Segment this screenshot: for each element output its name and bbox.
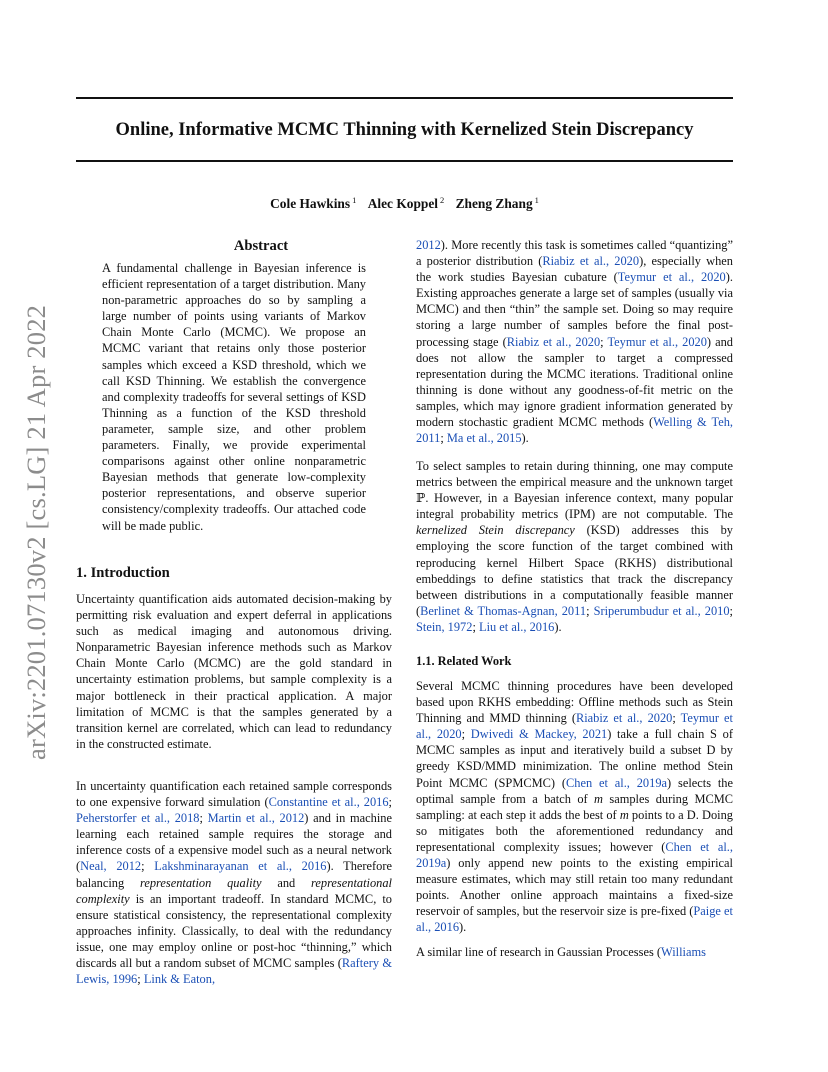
- author: [368, 196, 445, 211]
- citation-link[interactable]: Chen et al., 2019a: [565, 775, 668, 790]
- citation-link[interactable]: Neal, 2012: [80, 859, 142, 874]
- emphasis: representation quality: [139, 875, 262, 890]
- related-work-paragraph-2: A similar line of research in Gaussian Processes (Williams: [416, 945, 706, 959]
- author-list: [76, 191, 733, 213]
- citation-link[interactable]: Paige et al., 2016: [416, 904, 733, 935]
- intro-paragraph-2: In uncertainty quantification each retained sample corresponds to one expensive forward simulation (Constantine et al., 2016; Peherstorfer et al., 2018; Martin et al., 2012) and in machine learning each retained sample requires the storage and inference costs of a expensive model such as a neural network (Neal, 2012; Lakshminarayanan et al., 2016). Therefore balancing representation quality and representational complexity is an important tradeoff. In standard MCMC, to ensure statistical consistency, the representational complexity approaches infinity. Classically, to deal with the redundancy issue, one may employ online or post-hoc “thinning,” which discards all but a random subset of MCMC samples (Raftery & Lewis, 1996; Link & Eaton,: [76, 779, 393, 987]
- citation-link[interactable]: Stein, 1972: [416, 619, 473, 634]
- related-work-paragraph-1: Several MCMC thinning procedures have been developed based upon RKHS embedding: Offline methods such as Stein Thinning and MMD thinning (Riabiz et al., 2020; Teymur et al., 2020; Dwivedi & Mackey, 2021) take a full chain S of MCMC samples as input and iteratively build a subset D by greedy KSD/MMD minimization. The online method Stein Point MCMC (SPMCMC) (Chen et al., 2019a) selects the optimal sample from a batch of m samples during MCMC sampling: at each step it adds the best of m points to a D. Doing so mitigates both the aforementioned redundancy and representational complexity issues; however (Chen et al., 2019a) only append new points to the existing empirical measure estimates, which may still retain too many redundant points. Another online approach maintains a fixed-size reservoir of samples, but the reservoir size is pre-fixed (Paige et al., 2016).: [416, 679, 734, 935]
- author: [456, 196, 539, 211]
- title-top-rule: [76, 97, 733, 99]
- citation-link[interactable]: Link & Eaton,: [143, 972, 216, 987]
- citation-link[interactable]: Constantine et al., 2016: [268, 795, 389, 810]
- math-symbol: m: [619, 807, 629, 822]
- intro-paragraph-3: 2012). More recently this task is sometimes called “quantizing” a posterior distribution (Riabiz et al., 2020), especially when the work studies Bayesian cubature (Teymur et al., 2020). Existing approaches generate a large set of samples (usually via MCMC) and then “thin” the sample set. Doing so may require storing a large number of samples before the final post-processing stage (Riabiz et al., 2020; Teymur et al., 2020) and does not allow the sampler to target a compressed representation during the MCMC iterations. Traditional online thinning is done without any goodness-of-fit metric on the samples, which may ignore gradient information generated by modern stochastic gradient MCMC methods (Welling & Teh, 2011; Ma et al., 2015).: [416, 238, 734, 446]
- affiliation-mark: 1: [352, 195, 357, 205]
- author-name: Alec Koppel: [367, 196, 438, 212]
- citation-link[interactable]: Lakshminarayanan et al., 2016: [154, 859, 327, 874]
- author-name: Cole Hawkins: [270, 196, 351, 212]
- affiliation-mark: 2: [440, 195, 445, 205]
- citation-link[interactable]: Peherstorfer et al., 2018: [76, 811, 200, 826]
- citation-link[interactable]: Berlinet & Thomas-Agnan, 2011: [420, 603, 587, 618]
- citation-link[interactable]: Raftery & Lewis, 1996: [76, 956, 392, 987]
- emphasis: representational complexity: [76, 875, 393, 906]
- citation-link[interactable]: Martin et al., 2012: [207, 811, 305, 826]
- citation-link[interactable]: Welling & Teh, 2011: [416, 415, 733, 446]
- title-bottom-rule: [76, 160, 733, 162]
- citation-link[interactable]: Sriperumbudur et al., 2010: [593, 603, 730, 618]
- intro-paragraph-1: Uncertainty quantification aids automated decision-making by permitting risk evaluation and expert deferral in applications such as medical imaging and autonomous driving. Nonparametric Bayesian inference methods such as Markov Chain Monte Carlo (MCMC) are the gold standard in uncertainty estimation problems, but sample complexity is a major bottleneck in their practical application. A major limitation of MCMC is that the samples generated by a transition kernel are correlated, which can lead to redundancy in the constructed estimate.: [76, 592, 392, 751]
- citation-link[interactable]: Riabiz et al., 2020: [575, 711, 673, 726]
- citation-link[interactable]: Teymur et al., 2020: [607, 334, 707, 349]
- arxiv-identifier-stamp: arXiv:2201.07130v2 [cs.LG] 21 Apr 2022: [21, 304, 51, 760]
- section-heading-introduction: 1. Introduction: [76, 565, 170, 581]
- citation-link[interactable]: Williams: [661, 945, 706, 959]
- author: [270, 196, 356, 211]
- abstract-heading: Abstract: [233, 238, 289, 254]
- citation-link[interactable]: Dwivedi & Mackey, 2021: [470, 727, 608, 742]
- citation-link[interactable]: Riabiz et al., 2020: [542, 254, 640, 269]
- abstract-text: A fundamental challenge in Bayesian inference is efficient representation of a target distribution. Many non-parametric approaches do so by sampling a large number of points using variants of Markov Chain Monte Carlo (MCMC). We propose an MCMC variant that retains only those posterior samples which exceed a KSD threshold, which we call KSD Thinning. We establish the convergence and complexity tradeoffs for several settings of KSD Thinning as a function of the KSD threshold parameter, sample size, and other problem parameters. Finally, we provide experimental comparisons against other online nonparametric Bayesian methods that generate low-complexity posterior representations, and observe superior consistency/complexity tradeoffs. Our attached code will be made public.: [102, 261, 366, 533]
- citation-link[interactable]: Teymur et al., 2020: [416, 711, 733, 742]
- citation-link[interactable]: Teymur et al., 2020: [617, 270, 726, 285]
- citation-link[interactable]: Liu et al., 2016: [479, 619, 555, 634]
- author-name: Zheng Zhang: [455, 196, 533, 212]
- citation-link[interactable]: Chen et al., 2019a: [416, 839, 733, 871]
- affiliation-mark: 1: [534, 195, 539, 205]
- emphasis: kernelized Stein discrepancy: [416, 523, 575, 538]
- citation-link[interactable]: 2012: [416, 238, 441, 252]
- subsection-heading-related-work: 1.1. Related Work: [416, 654, 512, 668]
- citation-link[interactable]: Ma et al., 2015: [446, 431, 522, 446]
- math-symbol: m: [594, 791, 603, 806]
- paper-title: Online, Informative MCMC Thinning with Kernelized Stein Discrepancy: [115, 120, 694, 140]
- intro-paragraph-4: To select samples to retain during thinning, one may compute metrics between the empirical measure and the unknown target ℙ. However, in a Bayesian inference context, many popular integral probability metrics (IPM) are not computable. The kernelized Stein discrepancy (KSD) addresses this by employing the score function of the target combined with reproducing kernel Hilbert Space (RKHS) distributional embeddings to define statistics that track the discrepancy between distributions in a computationally feasible manner (Berlinet & Thomas-Agnan, 2011; Sriperumbudur et al., 2010; Stein, 1972; Liu et al., 2016).: [416, 459, 733, 634]
- citation-link[interactable]: Riabiz et al., 2020: [506, 334, 601, 349]
